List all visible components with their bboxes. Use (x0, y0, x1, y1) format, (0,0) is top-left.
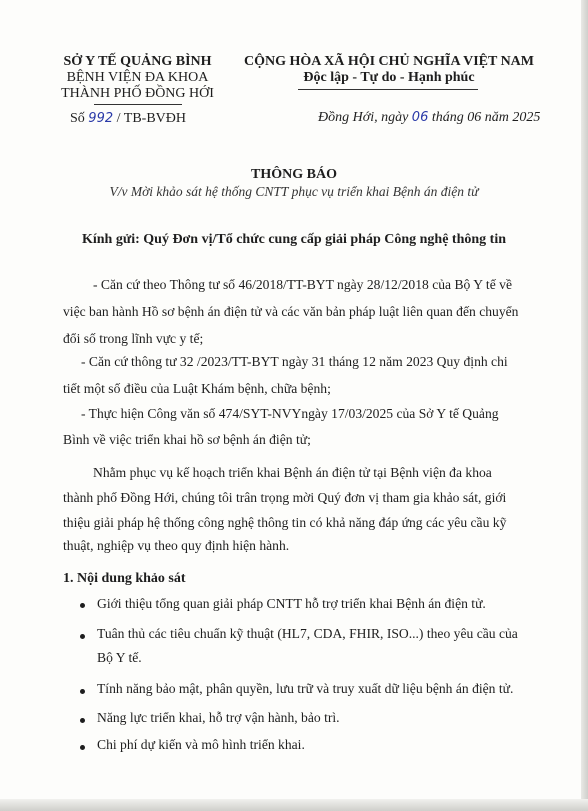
para1-line1: - Căn cứ theo Thông tư số 46/2018/TT-BYT ngày 28/12/2018 của Bộ Y tế về (93, 277, 512, 292)
ref-number-handwritten: 992 (88, 111, 114, 126)
page-bottom-shadow (0, 799, 588, 811)
bullet-dot-icon (80, 603, 85, 608)
ref-prefix: Số (70, 111, 85, 126)
hospital-name-line2: THÀNH PHỐ ĐỒNG HỚI (61, 86, 214, 101)
hospital-name-line1: BỆNH VIỆN ĐA KHOA (66, 70, 209, 85)
national-title: CỘNG HÒA XÃ HỘI CHỦ NGHĨA VIỆT NAM (243, 54, 534, 69)
para1-line2: việc ban hành Hồ sơ bệnh án điện tử và các văn bản pháp luật liên quan đến chuyển (63, 304, 519, 319)
agency-name: SỞ Y TẾ QUẢNG BÌNH (63, 54, 212, 69)
bullet-dot-icon (80, 634, 85, 639)
document-number (70, 112, 186, 126)
bullet-dot-icon (80, 689, 85, 694)
para4-line1: Nhằm phục vụ kế hoạch triển khai Bệnh án điện tử tại Bệnh viện đa khoa (93, 465, 492, 480)
bullet-text: Năng lực triển khai, hỗ trợ vận hành, bảo trì. (97, 710, 340, 725)
para4-line4: thuật, nghiệp vụ theo quy định hiện hành. (63, 538, 290, 553)
page-edge-shadow (581, 0, 588, 811)
bullet-text: Giới thiệu tổng quan giải pháp CNTT hỗ trợ triển khai Bệnh án điện tử. (97, 596, 486, 611)
para3-line1: - Thực hiện Công văn số 474/SYT-NVYngày 17/03/2025 của Sở Y tế Quảng (81, 406, 499, 421)
para2-line2: tiết một số điều của Luật Khám bệnh, chữa bệnh; (63, 381, 331, 396)
date-day-handwritten: 06 (411, 110, 429, 125)
bullet-dot-icon (80, 718, 85, 723)
bullet-text-cont: Bộ Y tế. (97, 650, 142, 665)
bullet-text: Chi phí dự kiến và mô hình triển khai. (97, 737, 305, 752)
motto-underline (298, 89, 478, 90)
date-suffix: tháng 06 năm 2025 (431, 110, 541, 125)
bullet-text: Tính năng bảo mật, phân quyền, lưu trữ và truy xuất dữ liệu bệnh án điện tử. (97, 681, 514, 696)
document-title: THÔNG BÁO (251, 167, 337, 182)
para2-line1: - Căn cứ thông tư 32 /2023/TT-BYT ngày 31 tháng 12 năm 2023 Quy định chi (81, 354, 508, 369)
national-motto: Độc lập - Tự do - Hạnh phúc (303, 70, 475, 85)
section1-heading: 1. Nội dung khảo sát (63, 571, 186, 586)
para1-line3: đổi số trong lĩnh vực y tế; (63, 331, 204, 346)
bullet-dot-icon (80, 745, 85, 750)
document-subtitle: V/v Mời khảo sát hệ thống CNTT phục vụ triển khai Bệnh án điện tử (109, 184, 479, 199)
para4-line3: thiệu giải pháp hệ thống công nghệ thông tin có khả năng đáp ứng các yêu cầu kỹ (63, 515, 507, 530)
left-header-underline (94, 104, 182, 105)
para3-line2: Bình về việc triển khai hồ sơ bệnh án điện tử; (63, 432, 311, 447)
addressee: Kính gửi: Quý Đơn vị/Tổ chức cung cấp giải pháp Công nghệ thông tin (81, 232, 507, 247)
issue-date (318, 111, 540, 125)
ref-suffix: / TB-BVĐH (116, 111, 186, 126)
bullet-text: Tuân thủ các tiêu chuẩn kỹ thuật (HL7, CDA, FHIR, ISO...) theo yêu cầu của (97, 626, 518, 641)
date-prefix: Đồng Hới, ngày (318, 110, 409, 125)
para4-line2: thành phố Đồng Hới, chúng tôi trân trọng mời Quý đơn vị tham gia khảo sát, giới (63, 490, 507, 505)
